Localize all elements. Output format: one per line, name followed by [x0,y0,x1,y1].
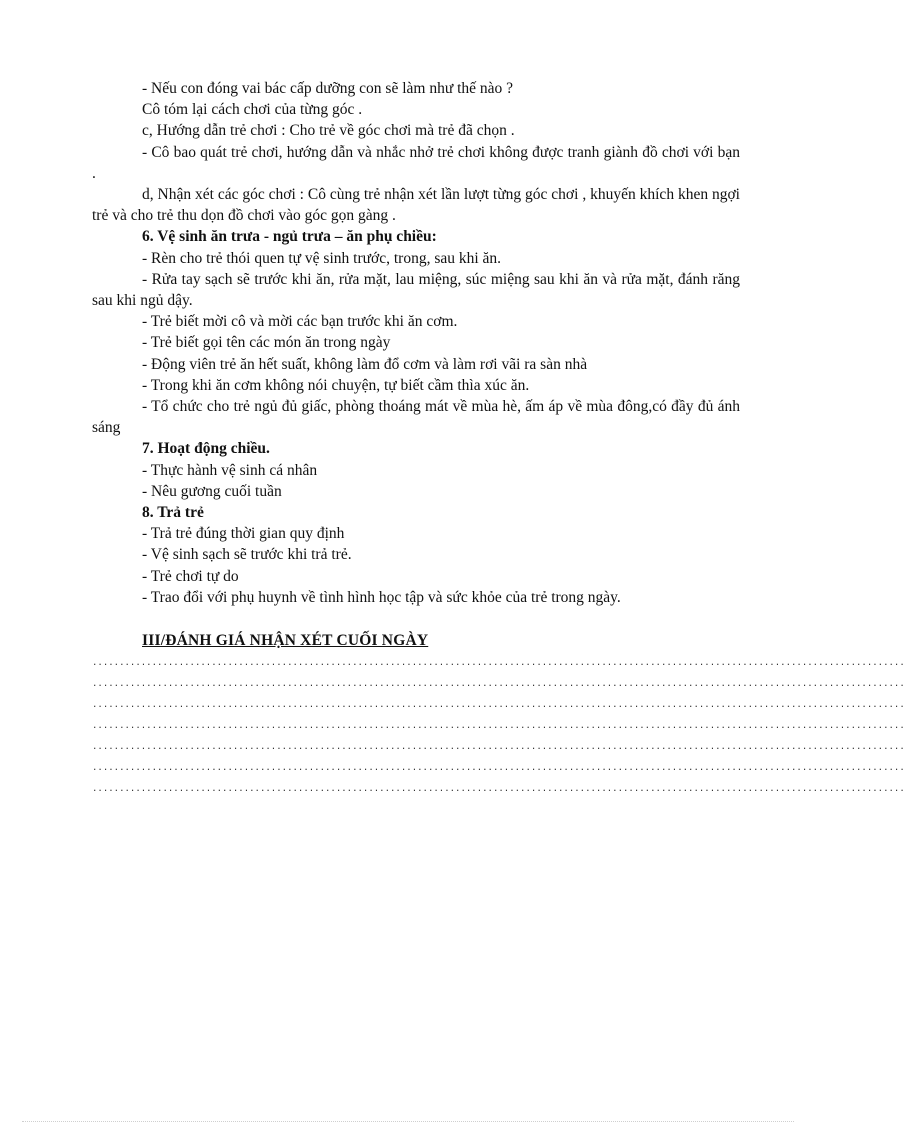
dotted-line: ...................................................................................................................................................... [92,658,905,669]
text-line: - Nếu con đóng vai bác cấp dưỡng con sẽ làm như thế nào ? [142,80,514,97]
list-item: - Trẻ biết gọi tên các món ăn trong ngày [142,334,391,352]
dotted-line: ...................................................................................................................................................... [92,763,905,774]
evaluation-title: III/ĐÁNH GIÁ NHẬN XÉT CUỐI NGÀY [142,632,429,650]
text-line: Cô tóm lại cách chơi của từng góc . [142,101,363,119]
text-paragraph: - Cô bao quát trẻ chơi, hướng dẫn và nhắc nhở trẻ chơi không được tranh giành đồ chơi với bạn . [92,143,740,182]
dotted-line: ...................................................................................................................................................... [92,679,905,690]
list-item: - Vệ sinh sạch sẽ trước khi trả trẻ. [142,546,352,564]
list-item: - Tổ chức cho trẻ ngủ đủ giấc, phòng thoáng mát về mùa hè, ấm áp về mùa đông,có đầy đủ ánh sáng [92,398,740,437]
text-line: c, Hướng dẫn trẻ chơi : Cho trẻ về góc chơi mà trẻ đã chọn . [142,122,515,140]
list-item: - Trao đổi với phụ huynh về tình hình học tập và sức khỏe của trẻ trong ngày. [142,588,621,606]
list-item: - Rèn cho trẻ thói quen tự vệ sinh trước, trong, sau khi ăn. [142,249,502,267]
list-item: - Trong khi ăn cơm không nói chuyện, tự biết cầm thìa xúc ăn. [142,376,530,394]
list-item: - Nêu gương cuối tuần [142,482,282,500]
dotted-line: ...................................................................................................................................................... [92,700,905,711]
section-heading-7: 7. Hoạt động chiều. [142,440,270,458]
list-item: - Trẻ biết mời cô và mời các bạn trước khi ăn cơm. [142,313,458,331]
dotted-line: ...................................................................................................................................................... [92,742,905,753]
list-item: - Trẻ chơi tự do [142,567,239,585]
list-item: - Động viên trẻ ăn hết suất, không làm đổ cơm và làm rơi vãi ra sàn nhà [142,355,588,373]
list-item: - Thực hành vệ sinh cá nhân [142,461,318,479]
dotted-line: ...................................................................................................................................................... [92,784,905,795]
list-item: - Rửa tay sạch sẽ trước khi ăn, rửa mặt, lau miệng, súc miệng sau khi ăn và rửa mặt, đánh răng sau khi ngủ dậy. [92,270,740,310]
text-paragraph: d, Nhận xét các góc chơi : Cô cùng trẻ nhận xét lần lượt từng góc chơi , khuyến khích khen ngợi trẻ và cho trẻ thu dọn đồ chơi vào góc gọn gàng . [92,186,740,225]
page-bottom-divider [22,1121,794,1122]
dotted-line: ...................................................................................................................................................... [92,721,905,732]
section-heading-8: 8. Trả trẻ [142,504,204,522]
document-page [92,78,905,800]
section-heading-6: 6. Vệ sinh ăn trưa - ngủ trưa – ăn phụ chiều: [142,228,437,246]
list-item: - Trả trẻ đúng thời gian quy định [142,525,345,543]
